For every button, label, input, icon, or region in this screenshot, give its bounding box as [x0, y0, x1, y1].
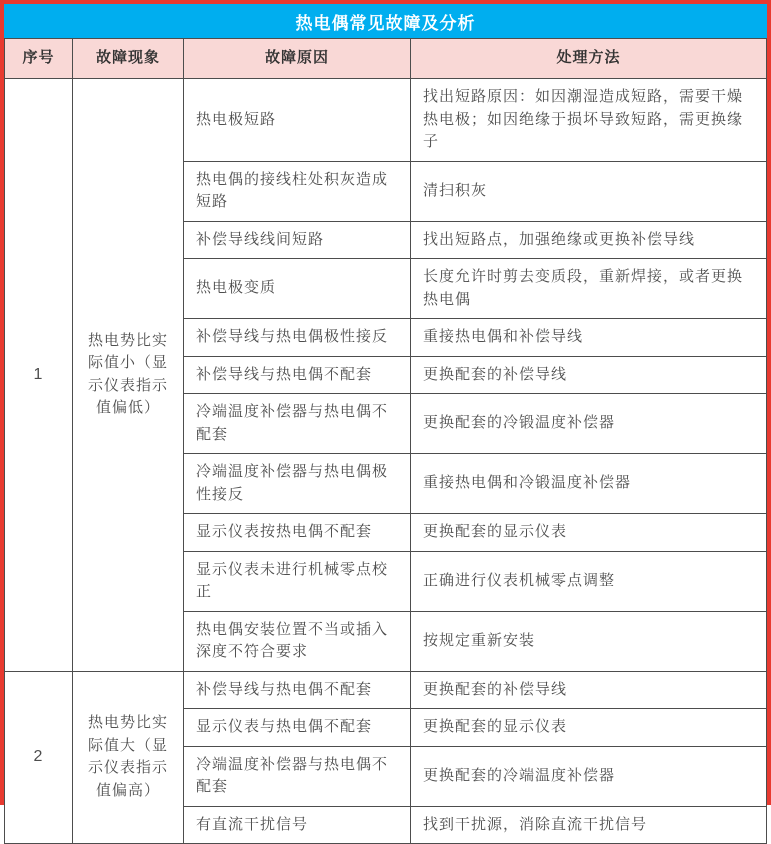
header-treatment: 处理方法: [411, 39, 767, 79]
phenomenon-cell: 热电势比实际值大（显示仪表指示值偏高）: [73, 671, 184, 844]
cause-cell: 热电极短路: [184, 79, 411, 162]
treatment-cell: 更换配套的冷锻温度补偿器: [411, 394, 767, 454]
cause-cell: 热电偶安装位置不当或插入深度不符合要求: [184, 611, 411, 671]
treatment-cell: 长度允许时剪去变质段，重新焊接，或者更换热电偶: [411, 259, 767, 319]
treatment-cell: 更换配套的显示仪表: [411, 709, 767, 747]
treatment-cell: 找到干扰源，消除直流干扰信号: [411, 806, 767, 844]
header-cause: 故障原因: [184, 39, 411, 79]
treatment-cell: 找出短路原因：如因潮湿造成短路，需要干燥热电极；如因绝缘于损坏导致短路，需更换缘子: [411, 79, 767, 162]
cause-cell: 冷端温度补偿器与热电偶不配套: [184, 746, 411, 806]
cause-cell: 显示仪表与热电偶不配套: [184, 709, 411, 747]
cause-cell: 补偿导线与热电偶不配套: [184, 356, 411, 394]
header-serial: 序号: [5, 39, 73, 79]
fault-table: [4, 38, 767, 844]
treatment-cell: 更换配套的补偿导线: [411, 356, 767, 394]
cause-cell: 补偿导线与热电偶不配套: [184, 671, 411, 709]
treatment-cell: 重接热电偶和冷锻温度补偿器: [411, 454, 767, 514]
cause-cell: 冷端温度补偿器与热电偶极性接反: [184, 454, 411, 514]
treatment-cell: 更换配套的冷端温度补偿器: [411, 746, 767, 806]
treatment-cell: 正确进行仪表机械零点调整: [411, 551, 767, 611]
cause-cell: 补偿导线线间短路: [184, 221, 411, 259]
table-row: [5, 79, 767, 162]
serial-cell: 1: [5, 79, 73, 672]
cause-cell: 热电极变质: [184, 259, 411, 319]
cause-cell: 显示仪表按热电偶不配套: [184, 514, 411, 552]
header-row: [5, 39, 767, 79]
serial-cell: 2: [5, 671, 73, 844]
cause-cell: 有直流干扰信号: [184, 806, 411, 844]
header-phenomenon: 故障现象: [73, 39, 184, 79]
table-title: 热电偶常见故障及分析: [4, 4, 767, 38]
treatment-cell: 清扫积灰: [411, 161, 767, 221]
cause-cell: 补偿导线与热电偶极性接反: [184, 319, 411, 357]
phenomenon-cell: 热电势比实际值小（显示仪表指示值偏低）: [73, 79, 184, 672]
treatment-cell: 重接热电偶和补偿导线: [411, 319, 767, 357]
cause-cell: 冷端温度补偿器与热电偶不配套: [184, 394, 411, 454]
treatment-cell: 更换配套的显示仪表: [411, 514, 767, 552]
treatment-cell: 按规定重新安装: [411, 611, 767, 671]
table-row: [5, 671, 767, 709]
treatment-cell: 找出短路点，加强绝缘或更换补偿导线: [411, 221, 767, 259]
cause-cell: 显示仪表未进行机械零点校正: [184, 551, 411, 611]
treatment-cell: 更换配套的补偿导线: [411, 671, 767, 709]
table-body: [5, 79, 767, 844]
table-header: [5, 39, 767, 79]
cause-cell: 热电偶的接线柱处积灰造成短路: [184, 161, 411, 221]
